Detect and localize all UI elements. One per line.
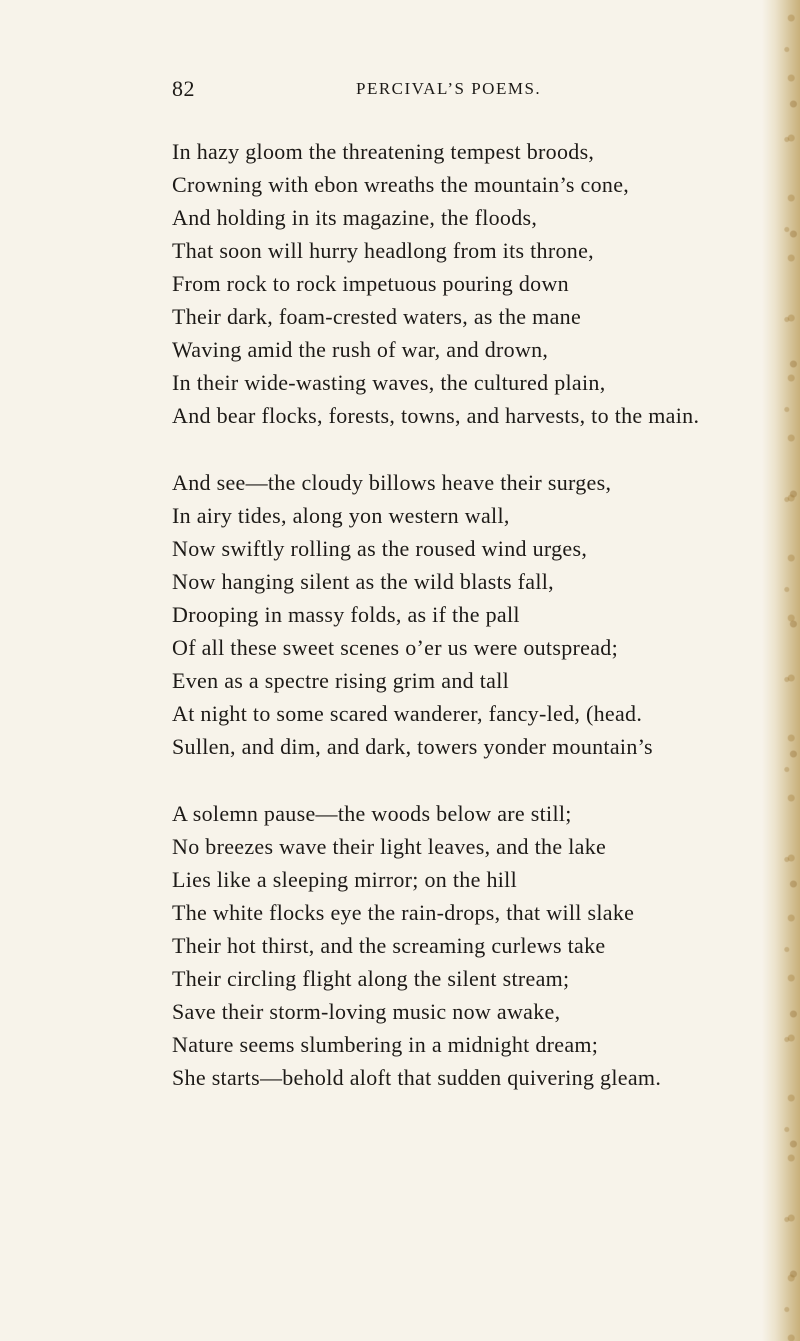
stanza-1 xyxy=(172,135,772,432)
poem-line: She starts—behold aloft that sudden quivering gleam. xyxy=(172,1065,662,1090)
page-number: 82 xyxy=(172,76,195,101)
poem-line: And bear flocks, forests, towns, and harvests, to the main. xyxy=(172,403,700,428)
poem-line: And holding in its magazine, the floods, xyxy=(172,205,538,230)
poem-line: Now swiftly rolling as the roused wind urges, xyxy=(172,536,588,561)
poem-line: From rock to rock impetuous pouring down xyxy=(172,271,569,296)
poem-line: In airy tides, along yon western wall, xyxy=(172,503,510,528)
page-header xyxy=(172,76,592,106)
poem-line: Now hanging silent as the wild blasts fall, xyxy=(172,569,554,594)
poem-line: At night to some scared wanderer, fancy-led, (head. xyxy=(172,701,643,726)
stanza-3 xyxy=(172,797,772,1094)
poem-line: In their wide-wasting waves, the cultured plain, xyxy=(172,370,606,395)
poem-line: Even as a spectre rising grim and tall xyxy=(172,668,510,693)
poem-line: Lies like a sleeping mirror; on the hill xyxy=(172,867,517,892)
page-edge-foxing xyxy=(778,0,800,1341)
poem-line: Their hot thirst, and the screaming curlews take xyxy=(172,933,606,958)
poem-line: That soon will hurry headlong from its throne, xyxy=(172,238,594,263)
poem-line: Their dark, foam-crested waters, as the mane xyxy=(172,304,582,329)
poem-body xyxy=(172,135,772,1094)
poem-line: And see—the cloudy billows heave their surges, xyxy=(172,470,612,495)
poem-line: A solemn pause—the woods below are still; xyxy=(172,801,572,826)
stanza-2 xyxy=(172,466,772,763)
poem-line: Drooping in massy folds, as if the pall xyxy=(172,602,520,627)
poem-line: Their circling flight along the silent stream; xyxy=(172,966,570,991)
poem-line: In hazy gloom the threatening tempest broods, xyxy=(172,139,595,164)
poem-line: Waving amid the rush of war, and drown, xyxy=(172,337,549,362)
running-title: PERCIVAL’S POEMS. xyxy=(356,79,542,98)
poem-line: No breezes wave their light leaves, and the lake xyxy=(172,834,607,859)
poem-line: Crowning with ebon wreaths the mountain’s cone, xyxy=(172,172,630,197)
poem-line: Sullen, and dim, and dark, towers yonder mountain’s xyxy=(172,734,653,759)
poem-line: The white flocks eye the rain-drops, that will slake xyxy=(172,900,635,925)
poem-line: Of all these sweet scenes o’er us were outspread; xyxy=(172,635,618,660)
poem-line: Nature seems slumbering in a midnight dream; xyxy=(172,1032,599,1057)
poem-line: Save their storm-loving music now awake, xyxy=(172,999,561,1024)
